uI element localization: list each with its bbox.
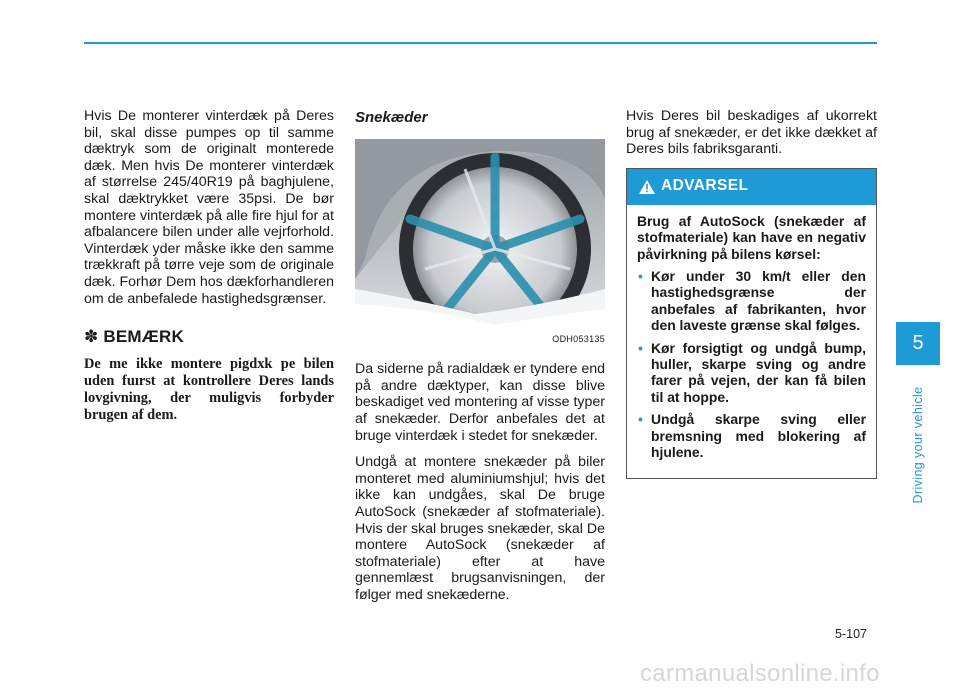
note-title: BEMÆRK [103, 327, 184, 347]
warning-triangle-icon [639, 180, 655, 194]
header-rule [84, 42, 877, 44]
winter-tire-paragraph: Hvis De monterer vinterdæk på Deres bil, skal disse pumpes op til samme dæktryk som de originalt monterede dæk. Men hvis De monterer vinterdæk af størrelse 245/40R19 på baghjulene, skal dæktrykket være 35psi. De bør montere vinterdæk på alle fire hjul for at afbalancere bilen under alle vejrforhold. Vinterdæk yder måske ikke den samme trækkraft på tørre veje som de originale dæk. Forhør Dem hos dækforhandleren om de anbefalede hastighedsgrænser. [84, 108, 334, 307]
section-title: Snekæder [355, 109, 428, 126]
tire-illustration [355, 139, 605, 329]
warning-box [626, 168, 877, 480]
warning-body [627, 205, 876, 479]
page-number: 5-107 [835, 627, 867, 641]
bullet-icon: • [638, 411, 643, 428]
chapter-tab: 5 [896, 322, 940, 365]
warning-list [637, 268, 866, 460]
watermark: carmanualsonline.info [640, 660, 880, 687]
warning-item: • Kør forsigtigt og undgå bump, huller, skarpe sving og andre farer på vejen, der kan få bilen til at hoppe. [638, 339, 866, 405]
warning-item: • Kør under 30 km/t eller den hastighedsgrænse der anbefales af fabrikanten, hvor den laveste grænse skal følges. [638, 268, 866, 334]
warning-title: ADVARSEL [661, 177, 749, 195]
warning-header [627, 169, 876, 205]
figure-code: ODH053135 [552, 333, 605, 344]
column-middle [355, 110, 605, 614]
snow-sock-tire-figure [355, 139, 605, 329]
warranty-paragraph: Hvis Deres bil beskadiges af ukorrekt brug af snekæder, er det ikke dækket af Deres bils fabriksgaranti. [626, 108, 877, 158]
note-symbol-icon: ✽ [84, 327, 99, 347]
bullet-icon: • [638, 268, 643, 284]
autosock-paragraph: Undgå at montere snekæder på biler monteret med aluminiumshjul; hvis det ikke kan undgåes, skal De bruge AutoSock (snekæder af stofmateriale). Hvis der skal bruges snekæder, skal De montere AutoSock (snekæder af stofmateriale) efter at have gennemlæst brugsanvisningen, der følger med snekæderne. [355, 454, 605, 603]
bullet-icon: • [638, 339, 643, 356]
warning-item: • Undgå skarpe sving eller bremsning med blokering af hjulene. [638, 411, 866, 461]
radial-tire-paragraph: Da siderne på radialdæk er tyndere end på andre dæktyper, kan disse blive beskadiget ved montering af visse typer af snekæder. Derfor anbefales det at bruge vinterdæk i stedet for snekæder. [355, 361, 606, 444]
column-right [626, 108, 877, 479]
warning-intro: Brug af AutoSock (snekæder af stofmateriale) kan have en negativ påvirkning på bilens kørsel: [637, 212, 866, 262]
note-heading [84, 329, 334, 346]
chapter-label: Driving your vehicle [911, 386, 925, 504]
column-left [84, 108, 334, 424]
note-text: De me ikke montere pigdxk pe bilen uden fuırst at kontrollere Deres lands lovgivning, der muligvis forbyder brugen af dem. [84, 355, 334, 423]
